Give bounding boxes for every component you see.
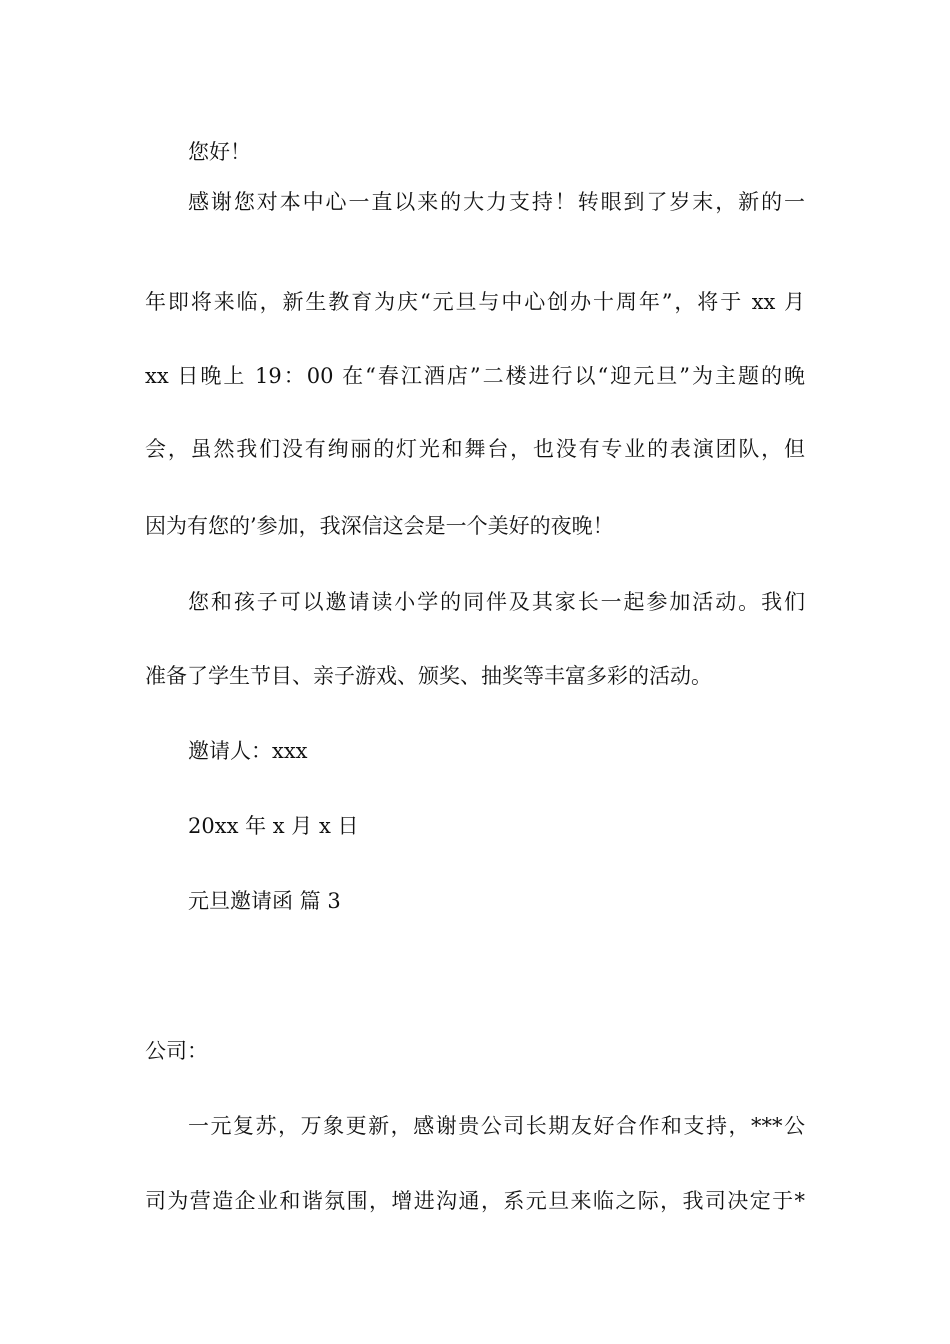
paragraph-line: 会，虽然我们没有绚丽的灯光和舞台，也没有专业的表演团队，但: [145, 437, 805, 461]
inviter-line: 邀请人：xxx: [188, 739, 308, 763]
paragraph-line: 感谢您对本中心一直以来的大力支持！转眼到了岁末，新的一: [188, 190, 805, 214]
paragraph-line: xx 日晚上 19：00 在“春江酒店”二楼进行以“迎元旦”为主题的晚: [145, 364, 805, 388]
section-heading: 元旦邀请函 篇 3: [188, 889, 341, 913]
greeting: 您好！: [188, 140, 251, 164]
salutation: 公司：: [145, 1039, 208, 1063]
date-line: 20xx 年 x 月 x 日: [188, 814, 359, 838]
paragraph-line: 准备了学生节目、亲子游戏、颁奖、抽奖等丰富多彩的活动。: [145, 664, 712, 688]
paragraph-line: 您和孩子可以邀请读小学的同伴及其家长一起参加活动。我们: [188, 590, 805, 614]
paragraph-line: 年即将来临，新生教育为庆“元旦与中心创办十周年”，将于 xx 月: [145, 290, 805, 314]
paragraph-line: 一元复苏，万象更新，感谢贵公司长期友好合作和支持，***公: [188, 1114, 805, 1138]
paragraph-line: 因为有您的’参加，我深信这会是一个美好的夜晚！: [145, 514, 614, 538]
paragraph-line: 司为营造企业和谐氛围，增进沟通，系元旦来临之际，我司决定于*: [145, 1189, 805, 1213]
